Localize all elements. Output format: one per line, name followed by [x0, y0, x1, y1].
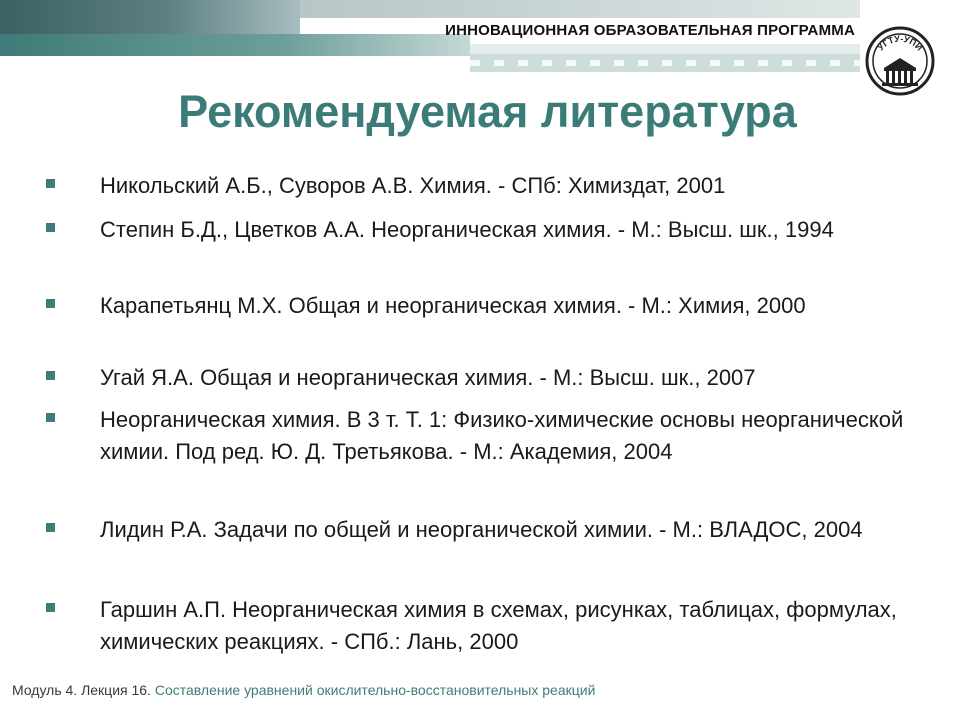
footer-module: Модуль 4. Лекция 16. — [12, 682, 151, 698]
page-title: Рекомендуемая литература — [178, 86, 797, 137]
square-bullet-icon — [46, 413, 55, 422]
reference-text: Карапетьянц М.Х. Общая и неорганическая химия. - М.: Химия, 2000 — [100, 293, 806, 318]
reference-text: Гаршин А.П. Неорганическая химия в схемах, рисунках, таблицах, формулах, химических реакциях. - СПб.: Лань, 2000 — [100, 597, 897, 654]
reference-text: Лидин Р.А. Задачи по общей и неорганической химии. - М.: ВЛАДОС, 2004 — [100, 517, 863, 542]
square-bullet-icon — [46, 371, 55, 380]
square-bullet-icon — [46, 179, 55, 188]
header-band-dark — [0, 0, 300, 34]
reference-text: Степин Б.Д., Цветков А.А. Неорганическая химия. - М.: Высш. шк., 1994 — [100, 217, 834, 242]
square-bullet-icon — [46, 603, 55, 612]
header-band-lighter — [470, 44, 860, 54]
square-bullet-icon — [46, 223, 55, 232]
footer — [12, 682, 595, 698]
reference-text: Неорганическая химия. В 3 т. Т. 1: Физико-химические основы неорганической химии. Под ред. Ю. Д. Третьякова. - М.: Академия, 2004 — [100, 407, 904, 464]
program-label: ИННОВАЦИОННАЯ ОБРАЗОВАТЕЛЬНАЯ ПРОГРАММА — [445, 22, 855, 39]
header-band-grey — [300, 0, 860, 18]
square-bullet-icon — [46, 299, 55, 308]
square-bullet-icon — [46, 523, 55, 532]
reference-text: Никольский А.Б., Суворов А.В. Химия. - СПб: Химиздат, 2001 — [100, 173, 726, 198]
reference-text: Угай Я.А. Общая и неорганическая химия. - М.: Высш. шк., 2007 — [100, 365, 756, 390]
footer-topic: Составление уравнений окислительно-восстановительных реакций — [154, 682, 596, 698]
logo-text: УГТУ-УПИ — [875, 33, 925, 53]
header-band-stripes — [470, 60, 860, 66]
